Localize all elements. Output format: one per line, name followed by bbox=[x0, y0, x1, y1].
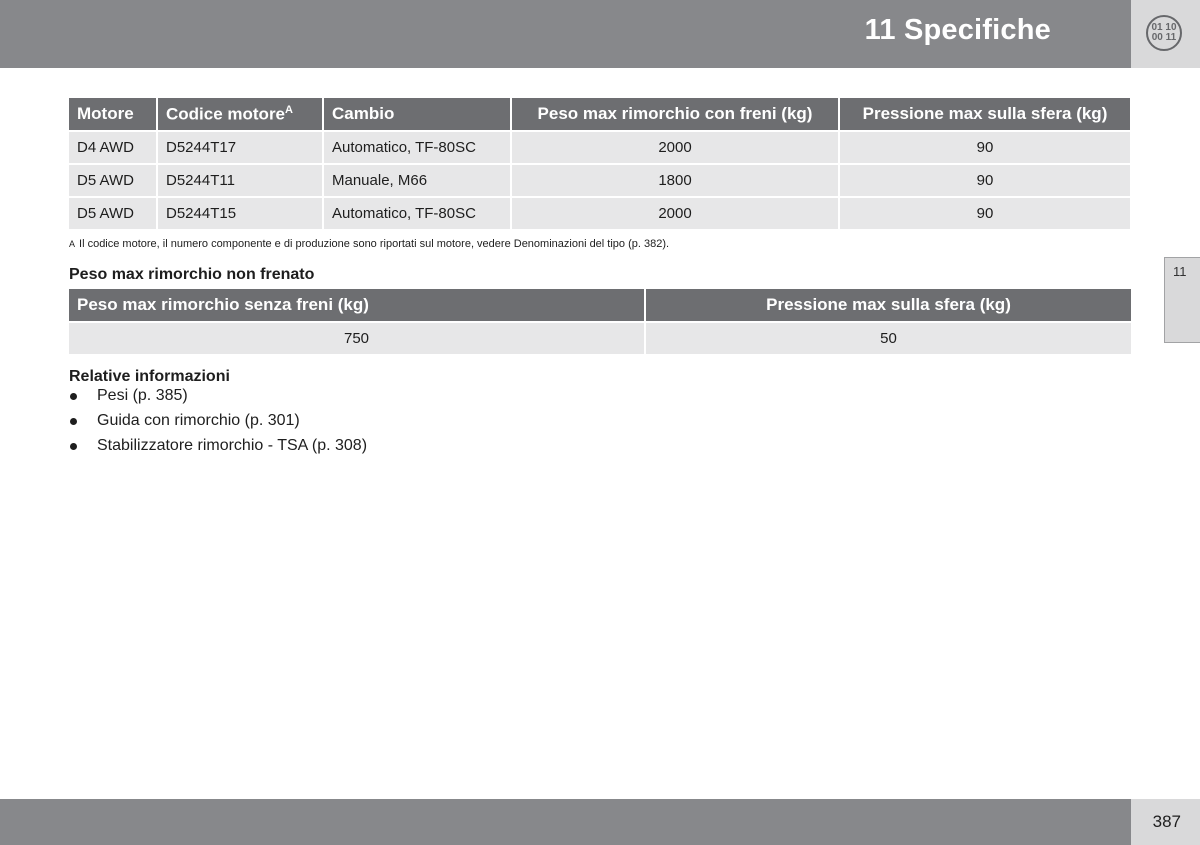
chapter-side-tab[interactable] bbox=[1164, 257, 1200, 343]
icon-line-1: 01 10 bbox=[1151, 22, 1177, 33]
column-header-text: Codice motore bbox=[166, 104, 286, 124]
chapter-side-tab-label: 11 bbox=[1173, 264, 1187, 279]
footnote-text: Il codice motore, il numero componente e di produzione sono riportati sul motore, vedere Denominazioni del tipo (p. 382). bbox=[79, 238, 670, 250]
table-cell: Manuale, M66 bbox=[324, 165, 510, 196]
table-cell: 750 bbox=[69, 323, 644, 354]
table-cell: 50 bbox=[646, 323, 1131, 354]
column-header: Peso max rimorchio con freni (kg) bbox=[512, 98, 838, 130]
table-cell: Automatico, TF-80SC bbox=[324, 132, 510, 163]
page-number-box bbox=[1131, 799, 1200, 845]
related-link[interactable]: Guida con rimorchio (p. 301) bbox=[69, 412, 367, 437]
column-header: Cambio bbox=[324, 98, 510, 130]
column-header: Pressione max sulla sfera (kg) bbox=[840, 98, 1130, 130]
table-cell: 2000 bbox=[512, 132, 838, 163]
table-row bbox=[69, 165, 1130, 196]
footnote-mark: A bbox=[285, 103, 293, 116]
page-number: 387 bbox=[1152, 812, 1181, 831]
table-cell: 2000 bbox=[512, 198, 838, 229]
related-link[interactable]: Pesi (p. 385) bbox=[69, 387, 367, 412]
unbraked-trailer-table bbox=[67, 287, 1133, 356]
table-cell: D4 AWD bbox=[69, 132, 156, 163]
header-bar bbox=[0, 0, 1131, 68]
column-header: Peso max rimorchio senza freni (kg) bbox=[69, 289, 644, 321]
footnote-mark: A bbox=[69, 239, 76, 249]
table-cell: D5244T17 bbox=[158, 132, 322, 163]
table-cell: 90 bbox=[840, 132, 1130, 163]
related-link[interactable]: Stabilizzatore rimorchio - TSA (p. 308) bbox=[69, 437, 367, 462]
related-info-heading: Relative informazioni bbox=[69, 368, 230, 385]
table-cell: 1800 bbox=[512, 165, 838, 196]
braked-trailer-table bbox=[67, 96, 1132, 231]
column-header-engine-code bbox=[158, 98, 322, 130]
table-row bbox=[69, 323, 1131, 354]
table-cell: D5 AWD bbox=[69, 165, 156, 196]
column-header: Motore bbox=[69, 98, 156, 130]
table-header-row bbox=[69, 98, 1130, 130]
table-cell: 90 bbox=[840, 165, 1130, 196]
unbraked-section-heading: Peso max rimorchio non frenato bbox=[69, 266, 315, 283]
chapter-icon-box bbox=[1131, 0, 1200, 68]
table-cell: 90 bbox=[840, 198, 1130, 229]
icon-line-2: 00 11 bbox=[1151, 32, 1177, 43]
related-links-list bbox=[69, 387, 367, 462]
specifications-icon bbox=[1146, 15, 1182, 51]
column-header: Pressione max sulla sfera (kg) bbox=[646, 289, 1131, 321]
footer-bar bbox=[0, 799, 1131, 845]
table-cell: D5244T15 bbox=[158, 198, 322, 229]
table-row bbox=[69, 198, 1130, 229]
table-cell: D5 AWD bbox=[69, 198, 156, 229]
table-footnote bbox=[69, 238, 669, 250]
table-row bbox=[69, 132, 1130, 163]
chapter-title: 11 Specifiche bbox=[864, 14, 1051, 46]
table-header-row bbox=[69, 289, 1131, 321]
table-cell: Automatico, TF-80SC bbox=[324, 198, 510, 229]
table-cell: D5244T11 bbox=[158, 165, 322, 196]
